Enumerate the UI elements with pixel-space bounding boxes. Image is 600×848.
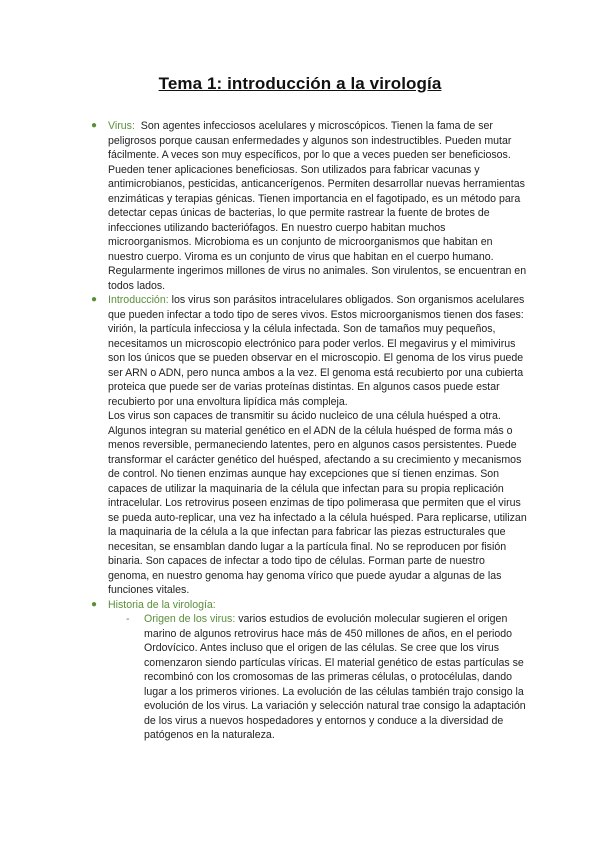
section-text: los virus son parásitos intracelulares obligados. Son organismos acelulares que pueden infectar a todo tipo de seres vivos. Estos microorganismos tienen dos fases: virión, la partícula infecciosa y la célula infectada. Son de tamaños muy pequeños, necesitamos un microscopio electrónico para poder verlos. El megavirus y el mimivirus son los únicos que se pueden observar en el microscopio. El genoma de los virus puede ser ARN o ADN, pero nunca ambos a la vez. El genoma está recubierto por una cubierta proteica que puede ser de varias proteínas distintas. En algunos casos puede estar recubierto por una envoltura lipídica más compleja. — [108, 294, 525, 408]
paragraph — [108, 409, 528, 598]
section-label: Virus: — [108, 120, 135, 132]
paragraph — [108, 119, 528, 293]
bullet-icon: ● — [91, 294, 98, 305]
page-title: Tema 1: introducción a la virología — [158, 74, 442, 93]
dash-icon: - — [126, 613, 130, 625]
list-item-historia — [91, 598, 528, 743]
section-text-continued: Los virus son capaces de transmitir su ácido nucleico de una célula huésped a otra. Algunos integran su material genético en el ADN de la célula huésped de forma más o menos reversible, permaneciendo latentes, pero en algunos casos persistentes. Puede transformar el carácter genético del huésped, afectando a su crecimiento y mecanismos de control. No tienen enzimas aunque hay excepciones que sí tienen enzimas. Son capaces de utilizar la maquinaria de la célula que infectan para su propia replicación intracelular. Los retrovirus poseen enzimas de tipo polimerasa que permiten que el virus se pueda auto-replicar, una vez ha infectado a la célula huésped. Para replicarse, utilizan la maquinaria de la célula a la que infectan para fabricar las piezas estructurales que necesitan, se ensamblan dando lugar a la partícula final. No se reproducen por fisión binaria. Son capaces de infectar a todo tipo de células. Forman parte de nuestro genoma, en nuestro genoma hay genoma vírico que puede ayudar a algunas de las funciones vitales. — [108, 410, 527, 596]
sub-list-item-origen — [126, 612, 528, 743]
list-item-introduccion — [91, 293, 528, 598]
paragraph — [144, 612, 528, 743]
section-text: Son agentes infecciosos acelulares y microscópicos. Tienen la fama de ser peligrosos porque causan enfermedades y algunos son indestructibles. Pueden mutar fácilmente. A veces son muy específicos, por lo que a veces pueden ser beneficiosos. Pueden tener aplicaciones beneficiosas. Son utilizados para fabricar vacunas y antimicrobianos, pesticidas, anticancerígenos. Permiten desarrollar nuevas herramientas enzimáticas y terapias génicas. Tienen importancia en el fagotipado, es un método para detectar cepas únicas de bacterias, lo que permite rastrear la fuente de brotes de infecciones utilizando bacteriófagos. En nuestro cuerpo habitan muchos microorganismos. Microbioma es un conjunto de microorganismos que habitan en nuestro cuerpo. Viroma es un conjunto de virus que habitan en el cuerpo humano. Regularmente ingerimos millones de virus no animales. Son virulentos, se encuentran en todos lados. — [108, 120, 527, 292]
section-label: Introducción: — [108, 294, 169, 306]
bullet-icon: ● — [91, 598, 98, 610]
document-body — [91, 119, 528, 743]
paragraph — [108, 598, 528, 613]
bullet-icon: ● — [91, 120, 98, 131]
subsection-label: Origen de los virus: — [144, 613, 236, 625]
section-label: Historia de la virología: — [108, 598, 216, 611]
subsection-text: varios estudios de evolución molecular sugieren el origen marino de algunos retrovirus hace más de 450 millones de años, en el periodo Ordovícico. Antes incluso que el origen de las células. Se cree que los virus comenzaron siendo partículas víricas. El material genético de estas partículas se recombinó con los cromosomas de las primeras células, o protocélulas, dando lugar a los primeros viriones. La evolución de las células también trajo consigo la evolución de los virus. La variación y selección natural trae consigo la adaptación de los virus a nuevos hospedadores y entornos y conduce a la diversidad de patógenos en la naturaleza. — [144, 613, 526, 741]
list-item-virus — [91, 119, 528, 293]
paragraph — [108, 293, 528, 409]
